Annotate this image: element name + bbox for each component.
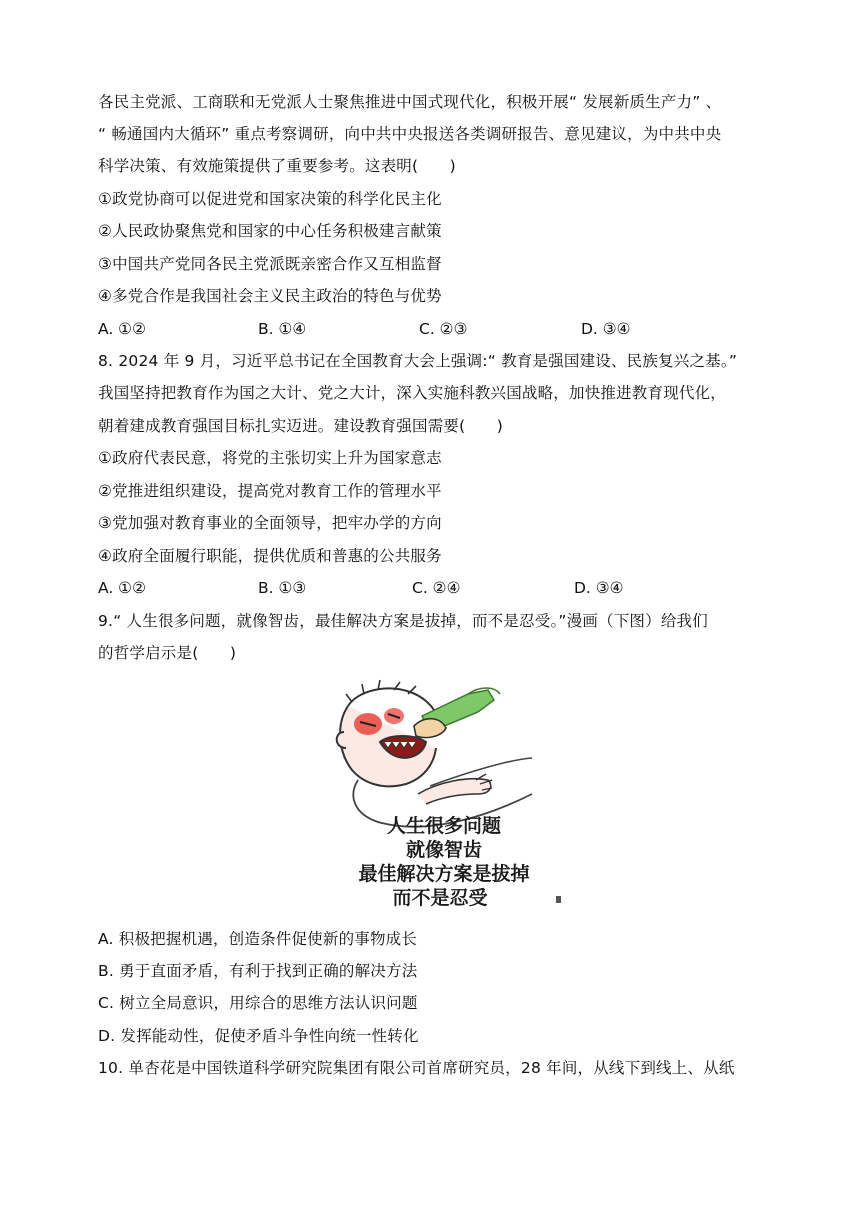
q8-item-2: ②党推进组织建设，提高党对教育工作的管理水平 [98,482,442,500]
q7-item-4: ④多党合作是我国社会主义民主政治的特色与优势 [98,287,442,305]
q8-option-a[interactable]: A. ①② [98,579,146,597]
q9-stem-line-1: 9.“ 人生很多问题，就像智齿，最佳解决方案是拔掉，而不是忍受。”漫画（下图）给我们 [98,612,708,630]
q8-option-b[interactable]: B. ①③ [258,579,307,597]
q8-item-1: ①政府代表民意，将党的主张切实上升为国家意志 [98,449,442,467]
q7-item-1: ①政党协商可以促进党和国家决策的科学化民主化 [98,190,442,208]
caption-line-4: 而不是忍受 [392,887,488,909]
cartoon-drawing [318,676,570,912]
q7-options [98,319,798,339]
q9-stem-line-2: 的哲学启示是( ) [98,644,237,662]
caption-line-3: 最佳解决方案是拔掉 [358,863,530,885]
q9-option-c[interactable]: C. 树立全局意识，用综合的思维方法认识问题 [98,994,418,1012]
q7-stem-line-3: 科学决策、有效施策提供了重要参考。这表明( ) [98,157,456,175]
q8-options [98,578,798,598]
q9-option-b[interactable]: B. 勇于直面矛盾，有利于找到正确的解决方法 [98,962,418,980]
q8-stem-line-1: 8. 2024 年 9 月，习近平总书记在全国教育大会上强调:“ 教育是强国建设、民族复兴之基。” [98,352,738,370]
q7-option-c[interactable]: C. ②③ [419,320,468,338]
q9-option-a[interactable]: A. 积极把握机遇，创造条件促使新的事物成长 [98,930,418,948]
q8-item-4: ④政府全面履行职能，提供优质和普惠的公共服务 [98,547,442,565]
caption-line-1: 人生很多问题 [386,815,502,837]
q7-option-b[interactable]: B. ①④ [258,320,307,338]
q8-option-c[interactable]: C. ②④ [412,579,461,597]
q7-item-2: ②人民政协聚焦党和国家的中心任务积极建言献策 [98,222,442,240]
q8-item-3: ③党加强对教育事业的全面领导，把牢办学的方向 [98,514,442,532]
q7-option-d[interactable]: D. ③④ [581,320,631,338]
q7-option-a[interactable]: A. ①② [98,320,146,338]
q9-option-d[interactable]: D. 发挥能动性，促使矛盾斗争性向统一性转化 [98,1027,419,1045]
q7-stem-line-1: 各民主党派、工商联和无党派人士聚焦推进中国式现代化，积极开展“ 发展新质生产力” 、 [98,93,722,111]
seal-mark [556,896,561,903]
q7-stem-line-2: “ 畅通国内大循环” 重点考察调研，向中共中央报送各类调研报告、意见建议，为中共中央 [98,125,722,143]
q10-stem-line-1: 10. 单杏花是中国铁道科学研究院集团有限公司首席研究员，28 年间，从线下到线上、从纸 [98,1059,735,1077]
q8-option-d[interactable]: D. ③④ [574,579,624,597]
wisdom-tooth-cartoon [318,676,570,912]
q8-stem-line-3: 朝着建成教育强国目标扎实迈进。建设教育强国需要( ) [98,417,503,435]
q8-stem-line-2: 我国坚持把教育作为国之大计、党之大计，深入实施科教兴国战略，加快推进教育现代化， [98,384,727,402]
caption-line-2: 就像智齿 [405,839,483,861]
q7-item-3: ③中国共产党同各民主党派既亲密合作又互相监督 [98,255,442,273]
